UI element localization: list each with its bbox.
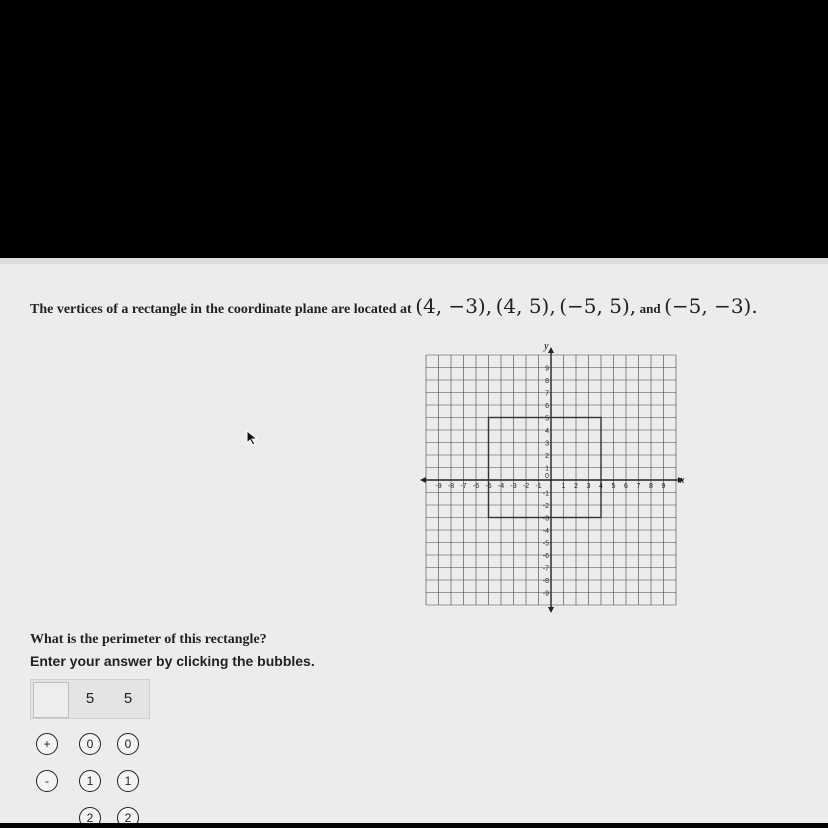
and-word: and xyxy=(639,301,661,316)
vertex-2: (4, 5), xyxy=(495,294,556,318)
y-tick-label: -8 xyxy=(542,578,549,585)
y-tick-label: 7 xyxy=(545,390,549,398)
bottom-bezel xyxy=(0,823,828,828)
y-tick-label: -2 xyxy=(542,503,549,510)
x-tick-label: -7 xyxy=(460,483,467,490)
y-tick-label: -1 xyxy=(542,490,549,498)
digit2-bubble-0[interactable]: 0 xyxy=(117,733,139,755)
mouse-cursor-icon xyxy=(246,430,260,446)
x-tick-label: 7 xyxy=(636,483,641,490)
y-tick-label: 6 xyxy=(545,403,549,410)
y-axis-label: y xyxy=(544,341,549,352)
x-tick-label: -8 xyxy=(447,483,455,490)
x-tick-label: 5 xyxy=(611,483,616,490)
y-axis-arrow-up xyxy=(548,347,554,353)
x-tick-label: -6 xyxy=(472,483,480,490)
digit1-bubble-2[interactable]: 2 xyxy=(79,807,101,823)
vertex-1: (4, −3) xyxy=(415,294,486,318)
x-tick-label: 6 xyxy=(624,483,628,490)
x-tick-label: 9 xyxy=(661,483,666,490)
vertex-3: (−5, 5), xyxy=(559,294,637,318)
digit1-bubble-0[interactable]: 0 xyxy=(79,733,101,755)
vertex-4: (−5, −3). xyxy=(664,294,758,318)
answer-display xyxy=(30,679,150,719)
x-tick-label: 8 xyxy=(649,483,653,490)
origin-label: 0 xyxy=(545,473,549,480)
y-tick-label: -6 xyxy=(542,553,549,560)
y-tick-label: 1 xyxy=(545,465,549,473)
y-tick-label: 3 xyxy=(545,440,549,448)
y-tick-label: -3 xyxy=(542,515,549,523)
y-tick-label: 4 xyxy=(545,428,549,435)
x-tick-label: -2 xyxy=(522,483,530,490)
y-tick-label: -9 xyxy=(542,590,549,598)
x-tick-label: -3 xyxy=(510,483,517,490)
answer-digit-2: 5 xyxy=(123,690,133,707)
y-tick-label: 9 xyxy=(545,365,549,373)
x-tick-label: 1 xyxy=(561,483,566,490)
question-text xyxy=(30,294,758,318)
digit1-bubble-1[interactable]: 1 xyxy=(79,770,101,792)
x-tick-label: -9 xyxy=(435,483,442,490)
y-tick-label: -4 xyxy=(542,528,549,535)
coordinate-plane xyxy=(416,340,686,615)
y-tick-label: -7 xyxy=(542,565,549,573)
y-axis-arrow-down xyxy=(548,607,554,613)
x-axis-arrow-left xyxy=(420,477,426,483)
digit2-bubble-2[interactable]: 2 xyxy=(117,807,139,823)
answer-digit-1: 5 xyxy=(85,690,95,707)
y-tick-label: 5 xyxy=(545,415,549,423)
x-tick-label: -5 xyxy=(485,483,492,490)
y-tick-label: 2 xyxy=(545,453,549,460)
x-axis-label: x xyxy=(680,475,685,486)
separator: , xyxy=(485,294,493,318)
x-tick-label: 4 xyxy=(599,483,603,490)
x-tick-label: -1 xyxy=(535,483,542,490)
plus-sign-bubble[interactable]: + xyxy=(36,733,58,755)
x-tick-label: -4 xyxy=(497,483,505,490)
digit2-bubble-1[interactable]: 1 xyxy=(117,770,139,792)
question-intro: The vertices of a rectangle in the coordinate plane are located at xyxy=(30,302,412,317)
screen xyxy=(0,258,828,823)
top-edge xyxy=(0,258,828,264)
x-tick-label: 3 xyxy=(586,483,591,490)
answer-instruction: Enter your answer by clicking the bubbles. xyxy=(30,653,315,669)
axes xyxy=(420,347,684,613)
sign-cell xyxy=(33,682,69,718)
y-tick-label: 8 xyxy=(545,378,549,385)
minus-sign-bubble[interactable]: - xyxy=(36,770,58,792)
perimeter-question: What is the perimeter of this rectangle? xyxy=(30,632,267,647)
y-tick-label: -5 xyxy=(542,540,549,548)
x-tick-label: 2 xyxy=(574,483,578,490)
